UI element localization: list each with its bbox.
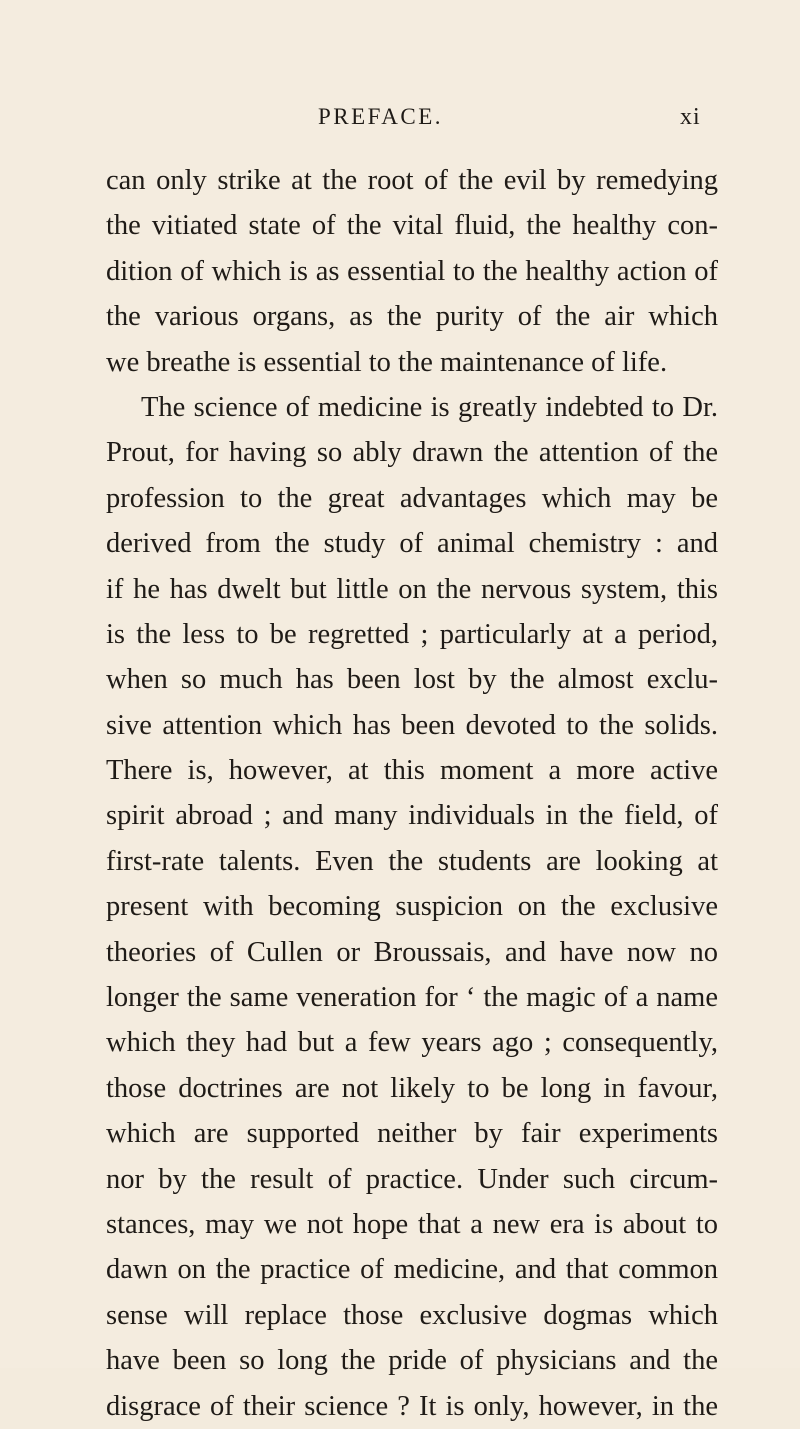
text-line: present with becoming suspicion on the exclusive: [106, 891, 718, 923]
text-line: disgrace of their science ? It is only, however, in the: [106, 1390, 718, 1422]
text-line: when so much has been lost by the almost exclu-: [106, 664, 718, 696]
text-line: nor by the result of practice. Under such circum-: [106, 1163, 718, 1195]
text-line: There is, however, at this moment a more active: [106, 755, 718, 787]
text-line: sense will replace those exclusive dogmas which: [106, 1299, 718, 1331]
text-line: profession to the great advantages which may be: [106, 482, 718, 514]
text-line: the vitiated state of the vital fluid, the healthy con-: [106, 210, 718, 242]
running-title: PREFACE.: [318, 104, 444, 129]
text-line: which are supported neither by fair experiments: [106, 1118, 718, 1150]
text-line: sive attention which has been devoted to the solids.: [106, 709, 718, 741]
text-line: those doctrines are not likely to be long in favour,: [106, 1072, 718, 1104]
text-line: the various organs, as the purity of the air which: [106, 301, 718, 333]
text-line: spirit abroad ; and many individuals in the field, of: [106, 800, 718, 832]
text-line: dawn on the practice of medicine, and that common: [106, 1254, 718, 1286]
text-line: we breathe is essential to the maintenance of life.: [106, 346, 668, 378]
text-line: theories of Cullen or Broussais, and have now no: [106, 936, 718, 968]
text-line: stances, may we not hope that a new era is about to: [106, 1208, 718, 1240]
page-number: xi: [680, 104, 701, 130]
text-line: dition of which is as essential to the healthy action of: [106, 255, 718, 287]
text-line: is the less to be regretted ; particularly at a period,: [106, 618, 718, 650]
text-line: if he has dwelt but little on the nervous system, this: [106, 573, 718, 605]
text-line: first-rate talents. Even the students are looking at: [106, 845, 718, 877]
text-line: have been so long the pride of physicians and the: [106, 1345, 718, 1377]
running-head: [0, 104, 800, 144]
text-line: can only strike at the root of the evil by remedying: [106, 165, 718, 196]
text-line: The science of medicine is greatly indebted to Dr.: [141, 391, 718, 423]
text-line: which they had but a few years ago ; consequently,: [106, 1027, 718, 1059]
text-line: longer the same veneration for ‘ the magic of a name: [106, 982, 718, 1014]
text-line: Prout, for having so ably drawn the attention of the: [106, 437, 718, 469]
body-text: [106, 158, 718, 1429]
text-line: derived from the study of animal chemistry : and: [106, 528, 718, 560]
